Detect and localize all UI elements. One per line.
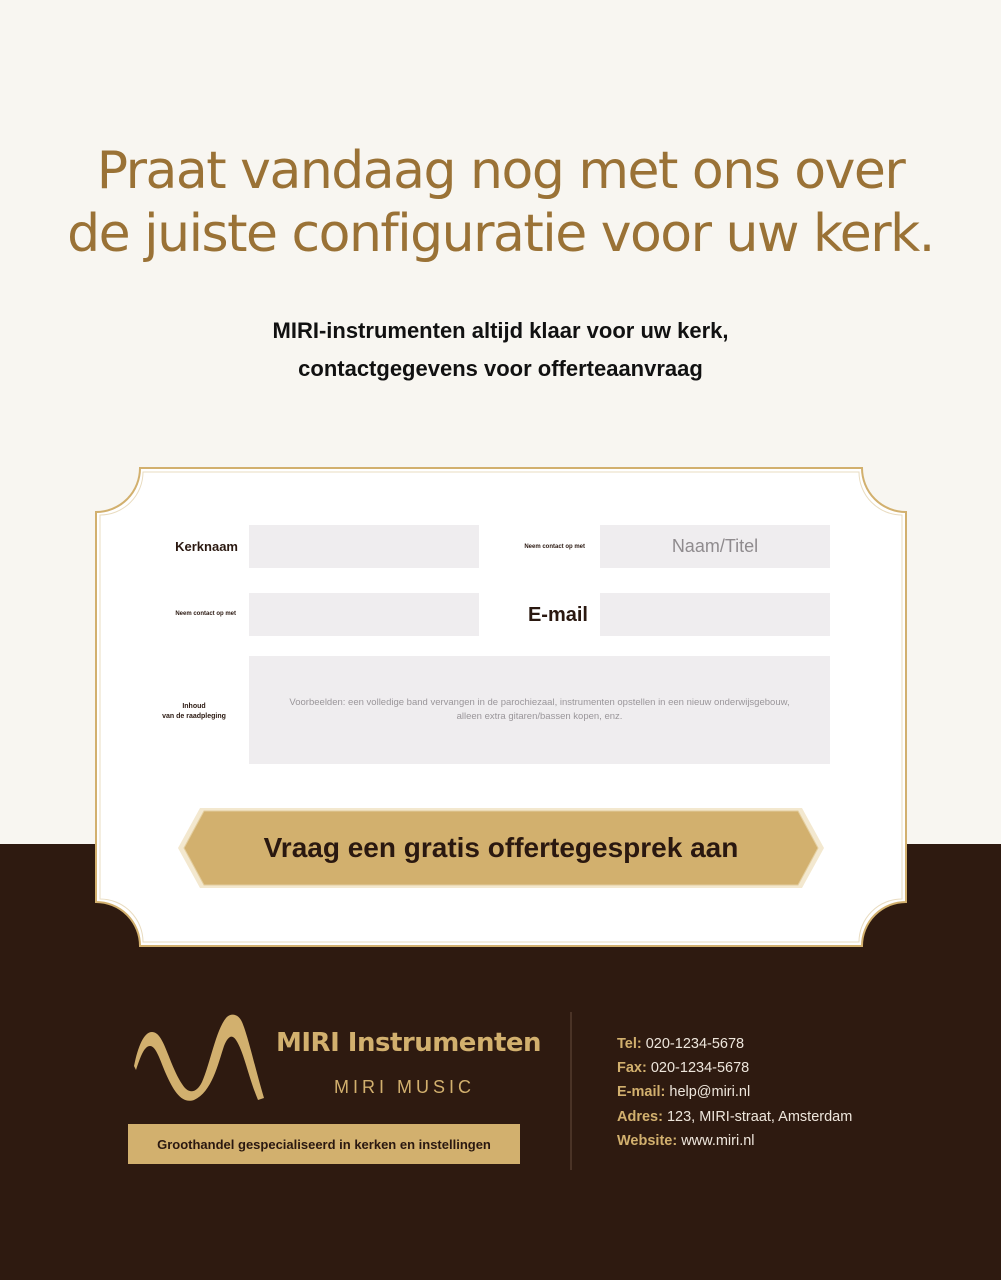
- content-label: [150, 702, 238, 722]
- contact-list: [617, 1033, 852, 1154]
- headline-line-1: Praat vandaag nog met ons over: [96, 141, 905, 201]
- contact-phone-value: 020-1234-5678: [645, 1036, 745, 1052]
- contact-website-key: Website:: [617, 1132, 678, 1149]
- content-placeholder-line-1: Voorbeelden: een volledige band vervangen in de parochiezaal, instrumenten opstellen in een nieuw onderwijsgebouw,: [289, 697, 790, 708]
- brand-tagline: Groothandel gespecialiseerd in kerken en instellingen: [128, 1124, 520, 1164]
- church-name-label: Kerknaam: [175, 539, 238, 554]
- contact-email-value[interactable]: help@miri.nl: [669, 1084, 751, 1101]
- request-quote-button[interactable]: [176, 806, 826, 890]
- contact-address-key: Adres:: [617, 1108, 663, 1125]
- content-label-line-1: Inhoud: [182, 703, 206, 710]
- footer-divider: [570, 1012, 572, 1170]
- brand-name: MIRI Instrumenten: [276, 1028, 542, 1058]
- name-title-input[interactable]: [600, 525, 830, 568]
- contact-website: [617, 1130, 852, 1154]
- contact-label-top: Neem contact op met: [524, 544, 585, 550]
- contact-email: [617, 1081, 852, 1105]
- email-input[interactable]: [600, 593, 830, 636]
- page-subheadline: [0, 312, 1001, 388]
- content-placeholder-line-2: alleen extra gitaren/bassen kopen, enz.: [456, 711, 623, 722]
- miri-wave-logo-icon: [128, 1012, 268, 1104]
- contact-email-key: E-mail:: [617, 1084, 666, 1101]
- contact-phone-key: Tel:: [617, 1036, 642, 1052]
- content-placeholder: [269, 696, 810, 724]
- contact-address: [617, 1106, 852, 1130]
- contact-phone: [617, 1033, 852, 1057]
- request-quote-label: Vraag een gratis offertegesprek aan: [263, 832, 739, 863]
- name-title-placeholder: Naam/Titel: [671, 536, 759, 556]
- contact-input[interactable]: [249, 593, 479, 636]
- email-label: E-mail: [527, 604, 588, 626]
- contact-website-value[interactable]: www.miri.nl: [681, 1132, 755, 1149]
- subheadline-line-2: contactgegevens voor offerteaanvraag: [298, 356, 703, 381]
- content-label-line-2: van de raadpleging: [162, 713, 226, 720]
- brand-subtitle: MIRI MUSIC: [334, 1077, 475, 1097]
- contact-fax-value: 020-1234-5678: [650, 1060, 750, 1077]
- contact-fax: [617, 1057, 852, 1081]
- content-textarea[interactable]: [249, 656, 830, 764]
- page-headline: [0, 140, 1001, 266]
- church-name-input[interactable]: [249, 525, 479, 568]
- headline-line-2: de juiste configuratie voor uw kerk.: [67, 204, 934, 264]
- contact-fax-key: Fax:: [617, 1060, 647, 1077]
- contact-address-value: 123, MIRI-straat, Amsterdam: [666, 1108, 853, 1125]
- contact-label-bottom: Neem contact op met: [175, 611, 236, 617]
- subheadline-line-1: MIRI-instrumenten altijd klaar voor uw kerk,: [272, 318, 729, 343]
